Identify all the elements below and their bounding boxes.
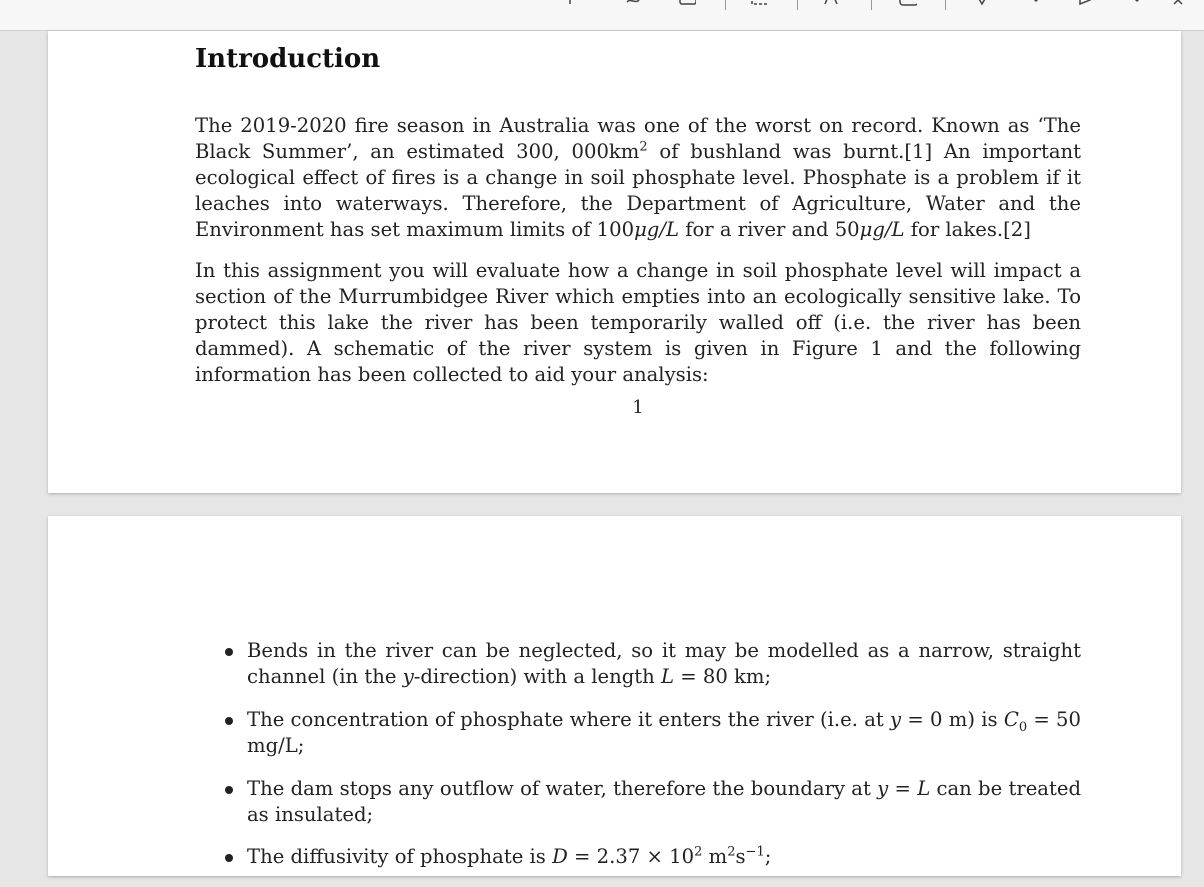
text-span: Bends in the river can be neglected, so it may be modelled as a narrow, straight channel (in the [247,639,1081,688]
math-var: y [402,664,414,688]
text-span: The concentration of phosphate where it enters the river (i.e. at [247,707,891,731]
text-span: -direction) with a length [413,664,661,688]
font-icon[interactable] [822,0,840,6]
section-heading: Introduction [195,44,381,74]
text-span: The dam stops any outflow of water, therefore the boundary at [247,776,878,800]
page-number: 1 [632,397,644,418]
chevron-down-icon[interactable] [1128,0,1146,6]
unit-math: μg/L [634,217,679,241]
toolbar-separator [871,0,872,10]
math-var: y [877,776,889,800]
intro-paragraph-2: In this assignment you will evaluate how a change in soil phosphate level will impact a section of the Murrumbidgee River which empties into an ecologically sensitive lake. To protect this lake the river has been temporarily walled off (i.e. the river has been dammed). A schematic of the river system is given in Figure 1 and the following information has been collected to aid your analysis: [195,259,1081,386]
text-span: = 80 km; [674,664,772,688]
math-var: C [1003,707,1019,731]
math-var: L [917,776,931,800]
text-span: = 2.37 × 10 [567,845,695,869]
text-span: of bushland was burnt.[1] An important ecological effect of fires is a change in soil phosphate level. Phosphate is a problem if it leaches into waterways. Therefore, the Department of Agriculture, Water and the Environment has set maximum limits of 100 [195,139,1081,241]
draw-icon[interactable] [624,0,642,6]
highlight-icon[interactable] [973,0,991,6]
bullet-icon [225,786,233,794]
chevron-down-icon[interactable] [1027,0,1045,6]
text-span: = 0 m) is [901,707,1004,731]
list-item [221,776,1081,828]
superscript: 2 [639,139,648,155]
list-item [221,638,1081,690]
math-var: D [552,845,568,869]
pdf-page-2 [48,516,1181,876]
pdf-toolbar [0,0,1204,31]
toolbar-separator [797,0,798,10]
image-icon[interactable] [678,0,696,6]
text-span: = [888,776,918,800]
text-span: can be treated as insulated; [247,776,1081,826]
pdf-page-1 [48,31,1181,493]
toolbar-separator [725,0,726,10]
text-span: s [735,845,746,869]
bullet-icon [225,717,233,725]
superscript: −1 [745,844,765,860]
comment-icon[interactable] [899,0,917,6]
list-item [221,844,1081,870]
text-span: The 2019-2020 fire season in Australia was one of the worst on record. Known as ‘The Black Summer’, an estimated 300, 000km [195,114,1081,163]
text-box-icon[interactable] [750,0,768,6]
sign-icon[interactable] [1172,0,1190,6]
text-span: The diffusivity of phosphate is [247,845,553,869]
text-span: m [702,845,728,869]
list-item [221,707,1081,759]
superscript: 2 [727,844,736,860]
text-span: ; [764,845,772,869]
unit-math: μg/L [859,217,905,241]
math-var: y [890,707,902,731]
text-cursor-icon[interactable] [561,0,579,6]
text-span: = 50 mg/L; [247,707,1081,757]
text-span: for a river and 50 [678,217,860,241]
eraser-icon[interactable] [1076,0,1094,6]
bullet-icon [225,648,233,656]
toolbar-separator [945,0,946,10]
assumptions-list [221,638,1081,887]
intro-paragraph-1 [195,113,1081,243]
superscript: 2 [694,844,703,860]
math-var: L [660,664,674,688]
subscript: 0 [1018,719,1028,735]
text-span: for lakes.[2] [904,217,1031,241]
